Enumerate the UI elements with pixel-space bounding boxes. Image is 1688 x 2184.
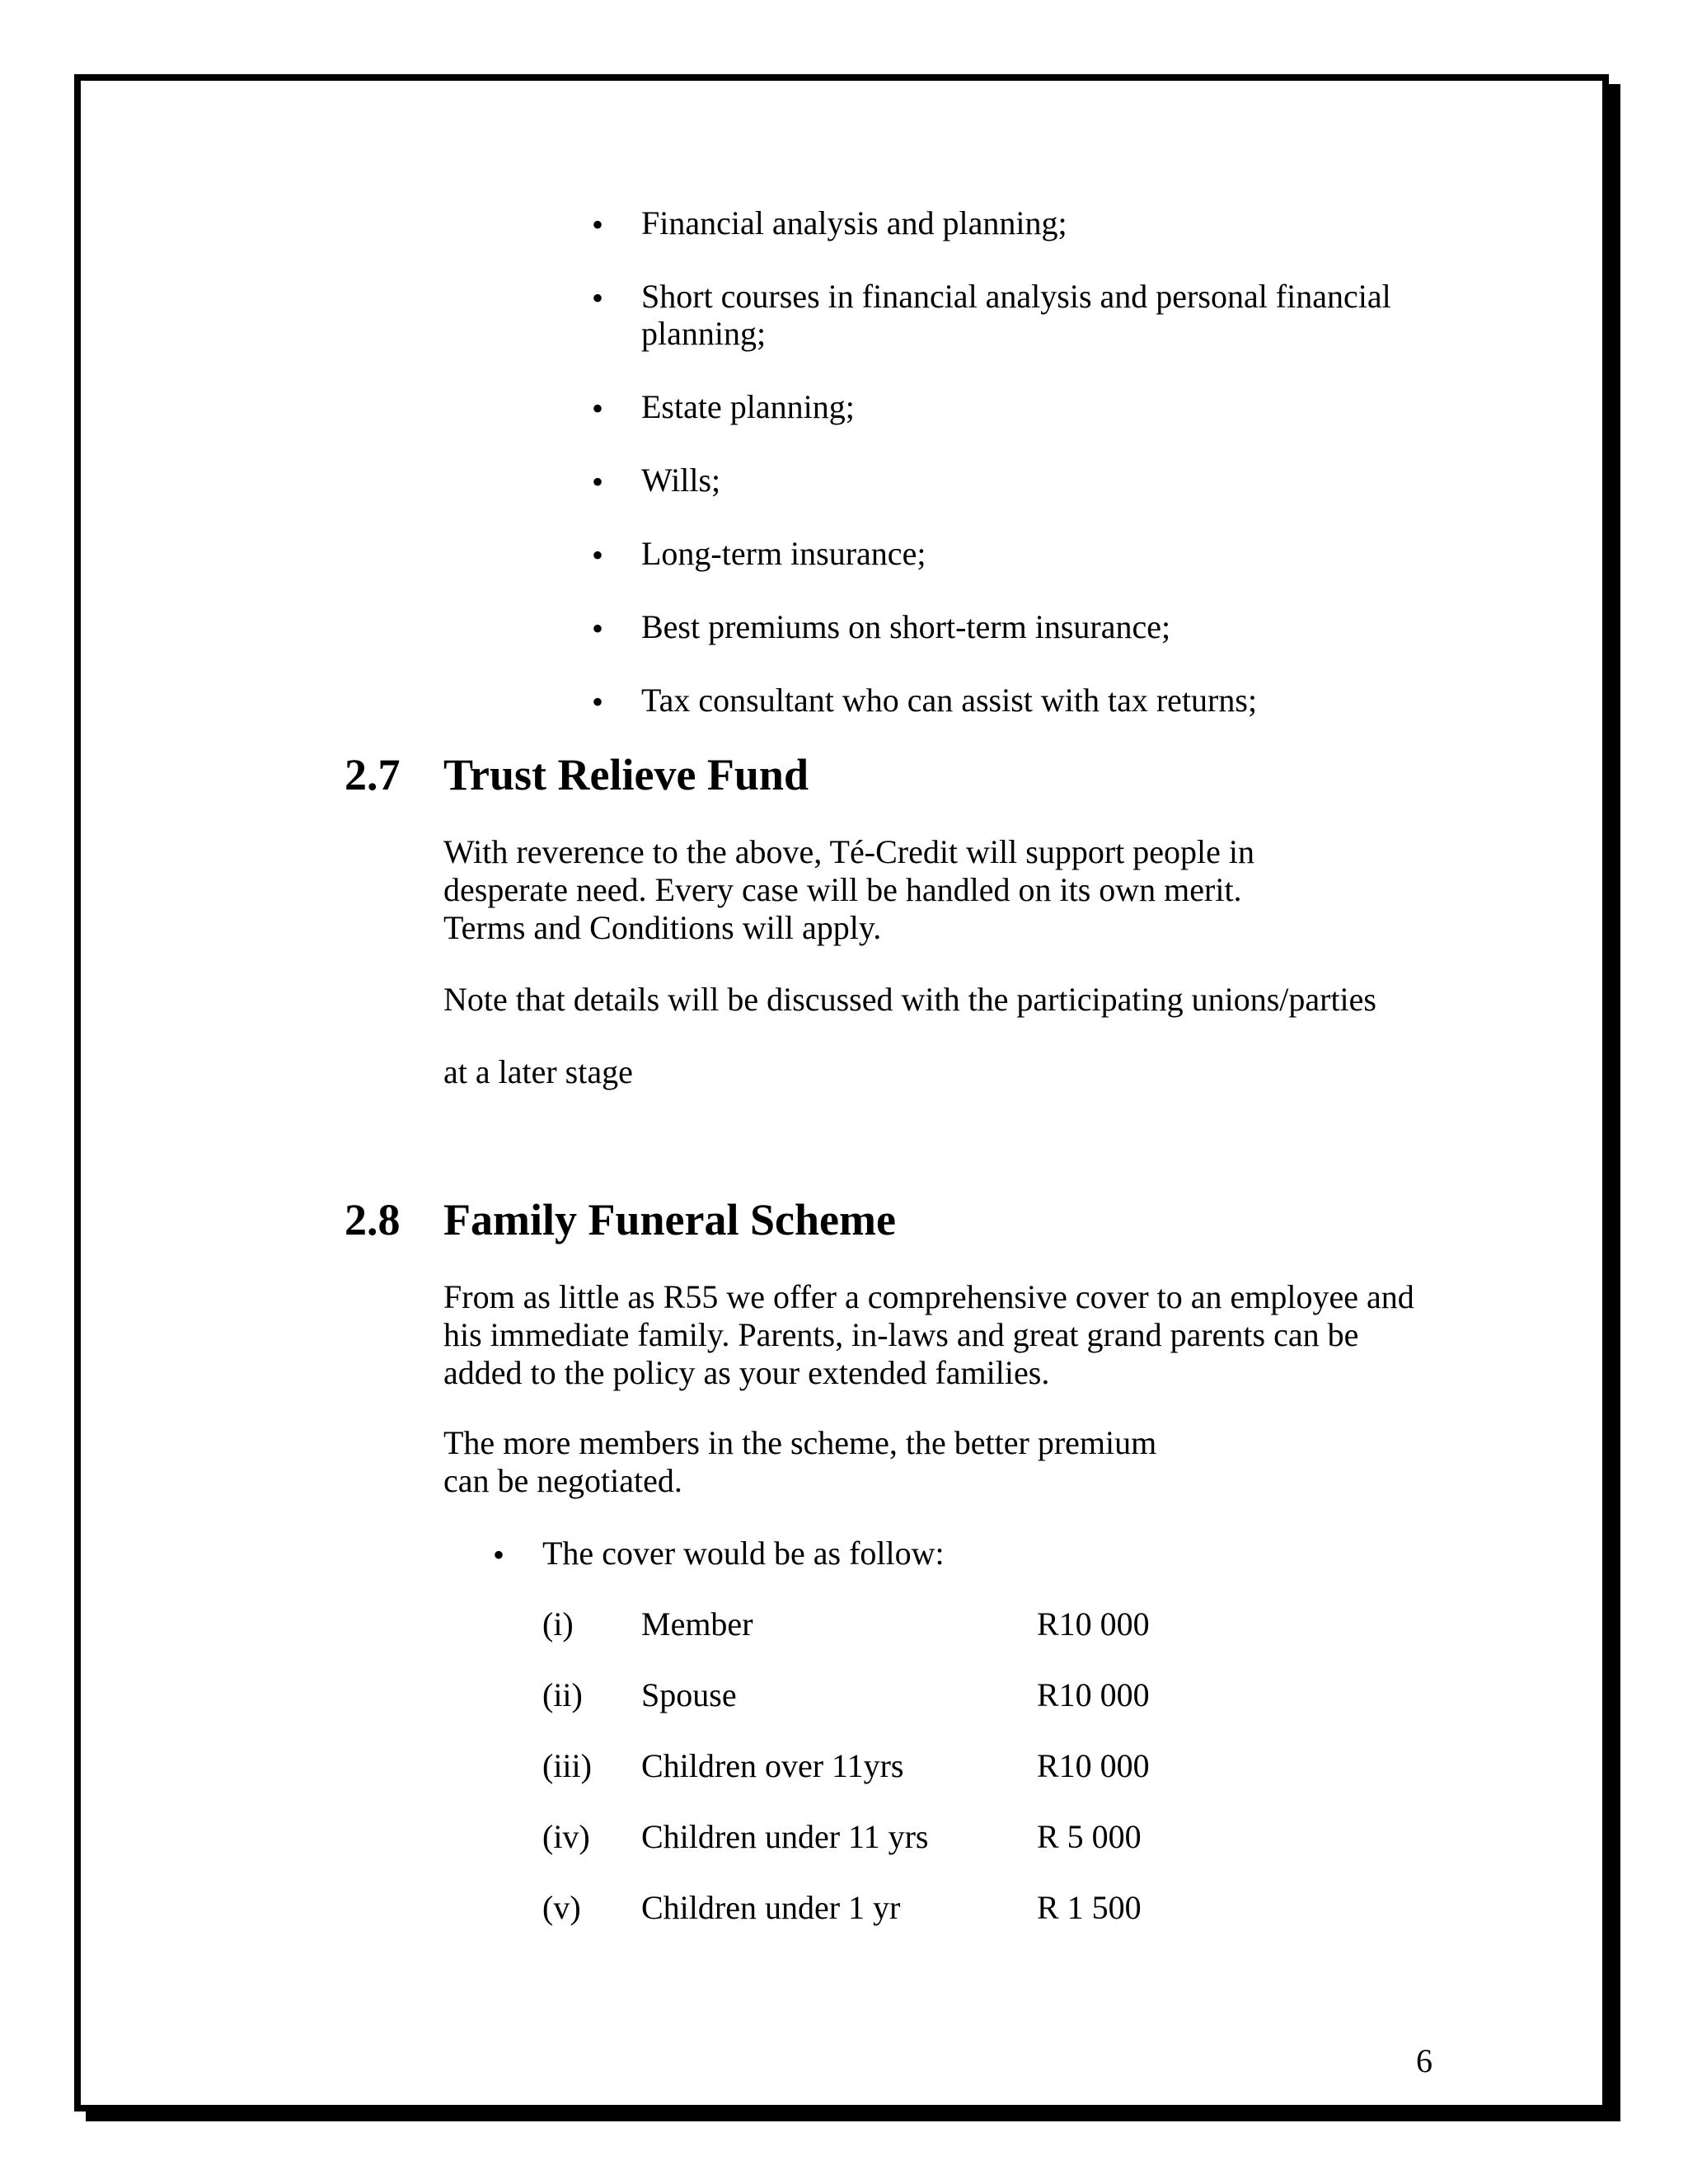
row-amount: R10 000 [1037, 1676, 1150, 1713]
row-numeral: (v) [542, 1889, 581, 1926]
paragraph-line: Terms and Conditions will apply. [443, 909, 882, 946]
paragraph-line: can be negotiated. [443, 1462, 682, 1499]
cover-intro: The cover would be as follow: [542, 1535, 945, 1572]
row-label: Spouse [641, 1676, 737, 1713]
section-number: 2.8 [345, 1195, 401, 1244]
list-item: Financial analysis and planning; [641, 204, 1067, 241]
paragraph-line: desperate need. Every case will be handled on its own merit. [443, 871, 1242, 908]
paragraph: Note that details will be discussed with the participating unions/parties [443, 981, 1376, 1018]
row-label: Children over 11yrs [641, 1747, 904, 1784]
list-item-continuation: planning; [641, 315, 767, 352]
bullet-icon: • [592, 390, 604, 427]
bullet-icon: • [592, 610, 604, 647]
row-numeral: (iii) [542, 1747, 592, 1784]
bullet-icon: • [592, 206, 604, 243]
row-numeral: (ii) [542, 1676, 583, 1713]
bullet-icon: • [493, 1536, 505, 1573]
bullet-icon: • [592, 683, 604, 720]
row-amount: R10 000 [1037, 1605, 1150, 1643]
document-page [74, 74, 1609, 2111]
list-item: Wills; [641, 462, 721, 499]
paragraph-line: From as little as R55 we offer a comprehensive cover to an employee and [443, 1278, 1414, 1315]
paragraph-line: added to the policy as your extended families. [443, 1354, 1050, 1391]
bullet-icon: • [592, 537, 604, 574]
paragraph-line: his immediate family. Parents, in-laws and great grand parents can be [443, 1316, 1359, 1353]
row-amount: R10 000 [1037, 1747, 1150, 1784]
list-item: Best premiums on short-term insurance; [641, 608, 1171, 645]
list-item: Tax consultant who can assist with tax returns; [641, 682, 1258, 719]
list-item: Short courses in financial analysis and personal financial [641, 278, 1391, 315]
row-label: Children under 1 yr [641, 1889, 901, 1926]
section-number: 2.7 [345, 750, 401, 799]
row-numeral: (i) [542, 1605, 574, 1643]
row-label: Children under 11 yrs [641, 1818, 929, 1855]
bullet-icon: • [592, 279, 604, 316]
list-item: Long-term insurance; [641, 535, 926, 572]
section-title: Family Funeral Scheme [443, 1195, 896, 1244]
paragraph-line: With reverence to the above, Té-Credit will support people in [443, 833, 1255, 870]
row-numeral: (iv) [542, 1818, 590, 1855]
section-title: Trust Relieve Fund [443, 750, 809, 799]
paragraph: at a later stage [443, 1053, 633, 1090]
row-amount: R 5 000 [1037, 1818, 1142, 1855]
row-label: Member [641, 1605, 753, 1643]
list-item: Estate planning; [641, 388, 855, 425]
paragraph-line: The more members in the scheme, the better premium [443, 1424, 1157, 1461]
page-number: 6 [1416, 2042, 1432, 2079]
bullet-icon: • [592, 463, 604, 500]
row-amount: R 1 500 [1037, 1889, 1142, 1926]
